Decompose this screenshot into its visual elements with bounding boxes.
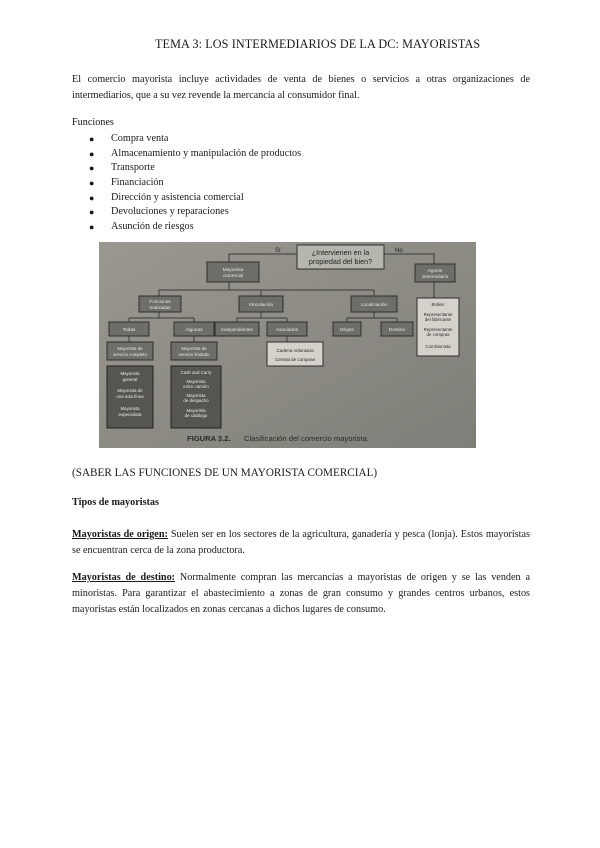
servicio-limitado-line-2: servicio limitado — [178, 352, 210, 357]
agente-line-1: Agente — [427, 268, 443, 273]
no-label: No — [395, 248, 403, 254]
representante-compras-line-2: de compras — [426, 332, 450, 337]
figure-caption-text: Clasificación del comercio mayorista. — [244, 434, 369, 443]
origen-body-text: Suelen ser en los sectores de la agricultura, ganadería y pesca (lonja). Estos mayoristas se encuentran cerca de la zona productora. — [72, 529, 530, 556]
representante-line-2: del fabricante — [424, 317, 452, 322]
todas-label: Todas — [122, 328, 136, 333]
page-title: TEMA 3: LOS INTERMEDIARIOS DE LA DC: MAYORISTAS — [155, 37, 481, 51]
servicio-completo-box — [107, 342, 153, 360]
representante-compras-line-1: Representante — [423, 327, 453, 332]
bullet-icon: ● — [89, 148, 95, 159]
destino-paragraph — [72, 570, 530, 618]
funciones-list — [72, 132, 301, 235]
list-text: especialista — [118, 412, 142, 417]
origen-label-text: Mayoristas de origen: — [72, 529, 168, 540]
agente-box — [415, 264, 455, 282]
bullet-icon: ● — [89, 163, 95, 174]
servicio-limitado-line-1: Mayorista de — [181, 346, 207, 351]
broker-label: Bróker — [431, 302, 445, 307]
servicio-limitado-box — [171, 342, 217, 360]
bullet-icon: ● — [89, 207, 95, 218]
destino-label: Destino — [388, 328, 406, 333]
funciones-heading: Funciones — [72, 117, 114, 128]
list-text: Mayorista — [120, 406, 140, 411]
list-text: Mayorista — [186, 379, 206, 384]
vinculacion-label: Vinculación — [248, 303, 274, 308]
list-item: ● Dirección y asistencia comercial — [72, 191, 301, 206]
bullet-icon: ● — [89, 178, 95, 189]
origen-label: Origen — [339, 328, 355, 333]
bullet-icon: ● — [89, 192, 95, 203]
tipos-heading: Tipos de mayoristas — [72, 497, 159, 508]
list-text: una sola línea — [116, 394, 144, 399]
cadena-voluntaria-label: Cadena voluntaria — [276, 348, 314, 353]
list-text: Mayorista — [186, 393, 206, 398]
algunas-label: Algunas — [185, 328, 203, 333]
agente-line-2: intermediario — [421, 274, 449, 279]
saber-note: (SABER LAS FUNCIONES DE UN MAYORISTA COMERCIAL) — [72, 467, 378, 479]
list-text: Mayorista de — [117, 388, 143, 393]
question-line-2: propiedad del bien? — [308, 257, 373, 266]
bullet-icon: ● — [89, 222, 95, 233]
destino-body-text: Normalmente compran las mercancías a mayoristas de origen y se las venden a minoristas. Para garantizar el abastecimiento a zonas de gran consumo y grandes centros urbanos, estos mayoristas están localizados en zonas cercanas a dichos lugares de consumo. — [72, 572, 530, 615]
comisionista-label: Comisionista — [425, 344, 451, 349]
list-text: Mayorista — [186, 408, 206, 413]
bullet-icon: ● — [89, 134, 95, 144]
si-label: Sí — [275, 248, 281, 254]
list-text: de catálogo — [184, 413, 208, 418]
origen-paragraph — [72, 527, 530, 559]
intro-paragraph: El comercio mayorista incluye actividades de venta de bienes o servicios a otras organizaciones de intermediarios, que a su vez revende la mercancía al consumidor final. — [72, 74, 530, 101]
central-compras-label: Central de compras — [274, 357, 316, 362]
localizacion-label: Localización — [360, 303, 388, 308]
figure-classification-diagram — [99, 242, 476, 448]
funciones-realizadas-line-2: realizadas — [149, 305, 171, 310]
independientes-label: Independientes — [221, 327, 253, 332]
servicio-completo-line-1: Mayorista de — [117, 346, 143, 351]
mayorista-comercial-line-2: comercial — [222, 274, 244, 279]
diagram-svg — [99, 242, 476, 448]
list-item: ● Transporte — [72, 161, 301, 176]
list-text: Mayorista — [120, 371, 140, 376]
list-item: ● Compra venta — [72, 132, 301, 147]
list-text: Cash and Carry — [180, 370, 212, 375]
representante-line-1: Representante — [423, 312, 453, 317]
funciones-realizadas-line-1: Funciones — [149, 299, 171, 304]
list-text: de despacho — [183, 398, 209, 403]
list-text: entre camión — [183, 384, 209, 389]
asociados-list-box — [267, 342, 323, 366]
list-text: general — [122, 377, 138, 382]
list-item: ● Devoluciones y reparaciones — [72, 205, 301, 220]
asociados-label: Asociados — [275, 328, 299, 333]
list-item: ● Almacenamiento y manipulación de productos — [72, 147, 301, 162]
mayorista-comercial-line-1: Mayorista — [222, 268, 244, 273]
servicio-completo-line-2: servicio completo — [113, 352, 147, 357]
question-line-1: ¿Intervienen en la — [311, 248, 370, 257]
figure-caption-number: FIGURA 3.2. — [187, 434, 231, 443]
list-item: ● Financiación — [72, 176, 301, 191]
destino-label-text: Mayoristas de destino: — [72, 572, 176, 583]
list-item: ● Asunción de riesgos — [72, 220, 301, 235]
